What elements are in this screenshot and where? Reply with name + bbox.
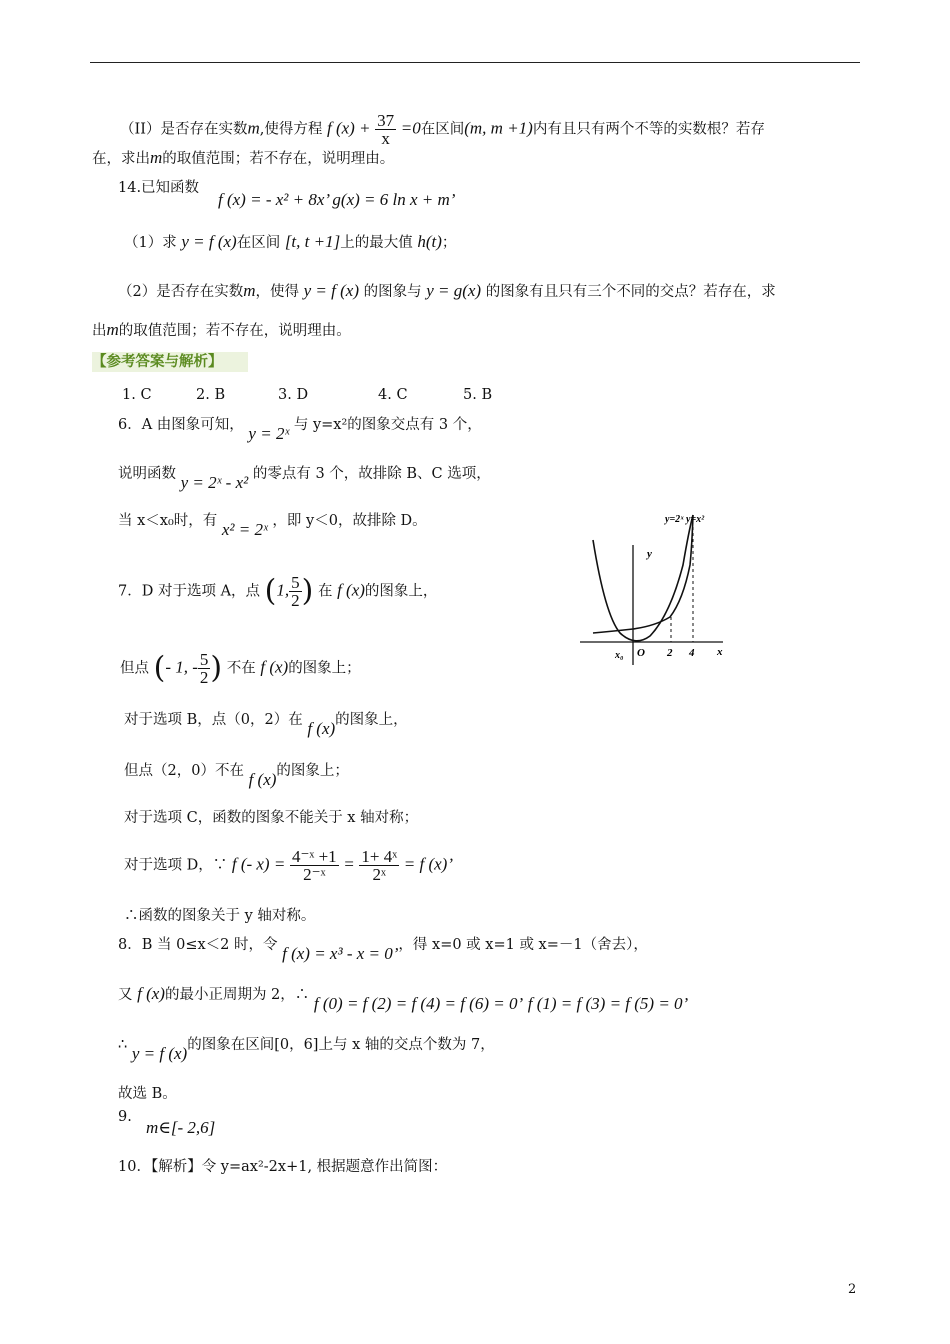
a6-l2-a: 说明函数 xyxy=(118,466,176,482)
a7-line6 xyxy=(124,848,453,883)
a10-line: 10．【解析】令 y=ax²-2x+1, 根据题意作出简图： xyxy=(118,1159,448,1175)
a7-line3 xyxy=(124,709,408,738)
a7-l1-paren-open: ( xyxy=(264,573,277,609)
a7-line2 xyxy=(120,651,361,686)
q14-p2-m: m xyxy=(243,281,256,300)
a8-l3-b: 的图象在区间[0，6]上与 x 轴的交点个数为 7， xyxy=(187,1037,495,1053)
a6-l1-expr: y = 2ˣ xyxy=(248,424,290,443)
a7-l6-f2-num: 1+ 4ˣ xyxy=(361,847,398,866)
a7-l1-b: 在 xyxy=(317,583,333,600)
curve-label: y=2ˣ y=x² xyxy=(665,514,705,525)
a7-l4-a: 但点（2，0）不在 xyxy=(124,763,244,779)
label-x: x xyxy=(717,646,723,658)
answer-2: 2. B xyxy=(196,387,226,403)
a8-l2-b: 的最小正周期为 2，∴ xyxy=(164,987,310,1003)
a6-l1-a: 6．A 由图象可知， xyxy=(118,417,244,433)
a6-line2 xyxy=(118,463,491,492)
q13-text-d: 内有且只有两个不等的实数根？若存 xyxy=(532,121,765,138)
q13-text-a: （II）是否存在实数 xyxy=(120,121,248,138)
q14-p2-c: 的图象与 xyxy=(363,284,422,300)
q13-frac-num: 37 xyxy=(377,111,395,130)
a7-l4-b: 的图象上； xyxy=(276,763,349,779)
a7-l6-frac1 xyxy=(290,848,339,883)
a8-l1-expr: f (x) = x³ - x = 0’ xyxy=(282,944,399,963)
answer-1: 1. C xyxy=(122,387,152,403)
a7-l6-eq: = xyxy=(343,854,355,874)
q14-part1 xyxy=(124,232,456,253)
q13-text-b: ,使得方程 xyxy=(259,121,323,138)
label-x0: x₀ xyxy=(615,650,624,661)
q14-l2-b: 的取值范围；若不存在，说明理由。 xyxy=(118,323,351,339)
q13-var-m: m xyxy=(247,118,260,138)
q14-l2-a: 出 xyxy=(92,323,107,339)
a7-l2-a: 但点 xyxy=(120,660,149,677)
q14-fx-def: f (x) = - x² + 8x’ g(x) = 6 ln x + m’ xyxy=(218,190,456,209)
a8-l1-b: ，得 x=0 或 x=1 或 x=－1（舍去）， xyxy=(398,937,648,953)
a6-line1 xyxy=(118,414,482,443)
a7-l3-fx: f (x) xyxy=(307,719,336,738)
a7-l1-fx: f (x) xyxy=(337,580,365,600)
a9-expr-text: m∈[- 2,6] xyxy=(146,1118,216,1137)
a7-l2-frac-den: 2 xyxy=(199,668,209,687)
a8-l2-fx: f (x) xyxy=(137,984,165,1003)
q13-l2-a: 在，求出 xyxy=(92,151,150,167)
q13-l2-b: 的取值范围；若不存在，说明理由。 xyxy=(162,151,395,167)
a9-expr xyxy=(146,1118,215,1139)
a7-l1-frac-den: 2 xyxy=(291,591,300,610)
a8-line1 xyxy=(118,934,648,963)
a7-l2-frac xyxy=(198,651,211,686)
q14-p2-a: （2）是否存在实数 xyxy=(118,284,244,300)
parabola-curve xyxy=(593,515,693,641)
a7-line5: 对于选项 C，函数的图象不能关于 x 轴对称； xyxy=(124,810,419,826)
q14-part2 xyxy=(118,281,776,302)
a7-line1 xyxy=(118,574,437,609)
q14-p2-expr2: y = g(x) xyxy=(426,281,482,300)
a6-l3-expr: x² = 2ˣ xyxy=(221,520,268,539)
q14-definition xyxy=(218,190,455,211)
label-2: 2 xyxy=(667,647,673,659)
q13-text-c: 在区间 xyxy=(420,121,465,138)
q14-p1-d: ； xyxy=(441,235,457,251)
q14-p2-expr1: y = f (x) xyxy=(303,281,359,300)
a7-l1-c: 的图象上， xyxy=(364,583,438,600)
a7-l6-rhs: = f (x)’ xyxy=(403,854,453,874)
header-rule xyxy=(90,62,860,63)
a7-line7: ∴函数的图象关于 y 轴对称。 xyxy=(124,908,316,924)
a7-l6-frac2 xyxy=(359,848,399,883)
a7-line4 xyxy=(124,760,349,789)
a7-l1-pt: 1, xyxy=(276,580,290,600)
a7-l6-f1-num: 4⁻ˣ +1 xyxy=(291,847,337,866)
a7-l4-fx: f (x) xyxy=(248,770,277,789)
answer-4: 4. C xyxy=(378,387,408,403)
a7-l2-paren-close: ) xyxy=(210,650,223,686)
a9-label: 9. xyxy=(118,1109,132,1125)
a8-line2 xyxy=(118,984,689,1013)
q13-part2-line2 xyxy=(92,148,394,169)
q14-p1-c: 上的最大值 xyxy=(340,235,413,251)
a6-l2-b: 的零点有 3 个，故排除 B、C 选项， xyxy=(252,466,491,482)
a6-l2-expr: y = 2ˣ - x² xyxy=(180,473,249,492)
a6-l1-b: 与 y=x²的图象交点有 3 个， xyxy=(293,417,482,433)
exponential-vs-quadratic-graph xyxy=(575,505,735,670)
label-y: y xyxy=(647,548,652,560)
a7-l2-frac-num: 5 xyxy=(199,650,209,669)
a7-l1-paren-close: ) xyxy=(301,573,314,609)
q13-fx: f (x) + xyxy=(326,118,371,138)
a7-l2-fx: f (x) xyxy=(260,657,289,677)
answer-3: 3. D xyxy=(278,387,309,403)
q13-eq0: =0 xyxy=(400,118,421,138)
a6-l3-a: 当 x＜x₀时，有 xyxy=(118,513,218,529)
q14-p1-a: （1）求 xyxy=(124,235,177,251)
a8-l2-a: 又 xyxy=(118,987,133,1003)
q13-fraction xyxy=(375,112,396,147)
a6-line3 xyxy=(118,510,427,539)
q14-p2-d: 的图象有且只有三个不同的交点？若存在，求 xyxy=(485,284,776,300)
a7-l1-frac xyxy=(289,574,302,609)
answers-heading: 【参考答案与解析】 xyxy=(92,352,248,372)
q13-interval: (m, m +1) xyxy=(464,118,533,138)
a7-l6-a: 对于选项 D，∵ xyxy=(124,857,228,874)
a7-l6-f2-den: 2ˣ xyxy=(372,865,386,884)
q13-part2-line1 xyxy=(120,112,765,147)
a7-l2-c: 的图象上； xyxy=(288,660,361,677)
a7-l2-b: 不在 xyxy=(226,660,256,677)
a8-l1-a: 8．B 当 0≤x＜2 时，令 xyxy=(118,937,278,953)
answer-5: 5. B xyxy=(463,387,493,403)
a7-l3-b: 的图象上， xyxy=(335,712,408,728)
a7-l6-f1-den: 2⁻ˣ xyxy=(303,865,326,884)
a8-line3 xyxy=(118,1034,495,1063)
q14-p1-b: 在区间 xyxy=(236,235,281,251)
a8-l3-expr: y = f (x) xyxy=(131,1044,188,1063)
label-4: 4 xyxy=(689,647,695,659)
exponential-curve xyxy=(593,515,693,633)
a8-l2-expr1: f (0) = f (2) = f (4) = f (6) = 0’ xyxy=(313,994,524,1013)
q14-p1-interval: [t, t +1] xyxy=(284,232,341,251)
q14-p1-h: h(t) xyxy=(417,232,442,251)
label-o: O xyxy=(637,647,645,659)
a7-l2-paren-open: ( xyxy=(153,650,166,686)
a6-l3-b: ，即 y＜0，故排除 D。 xyxy=(272,513,427,529)
q14-p2-b: ，使得 xyxy=(255,284,300,300)
q14-label: 14.已知函数 xyxy=(118,180,200,196)
q13-l2-m: m xyxy=(150,148,163,167)
q14-l2-m: m xyxy=(106,320,119,339)
a7-l1-a: 7．D 对于选项 A，点 xyxy=(118,583,261,600)
q14-part2-line2 xyxy=(92,320,351,341)
a7-l1-frac-num: 5 xyxy=(291,573,300,592)
q13-frac-den: x xyxy=(381,129,390,148)
page-number: 2 xyxy=(848,1282,857,1297)
a7-l6-lhs: f (- x) = xyxy=(231,854,286,874)
q14-p1-expr: y = f (x) xyxy=(181,232,237,251)
a7-l3-a: 对于选项 B，点（0，2）在 xyxy=(124,712,303,728)
a7-l2-pt: - 1, - xyxy=(165,657,198,677)
a8-line4: 故选 B。 xyxy=(118,1086,177,1102)
a8-l2-expr2: f (1) = f (3) = f (5) = 0’ xyxy=(527,994,689,1013)
a8-l3-a: ∴ xyxy=(118,1037,128,1053)
